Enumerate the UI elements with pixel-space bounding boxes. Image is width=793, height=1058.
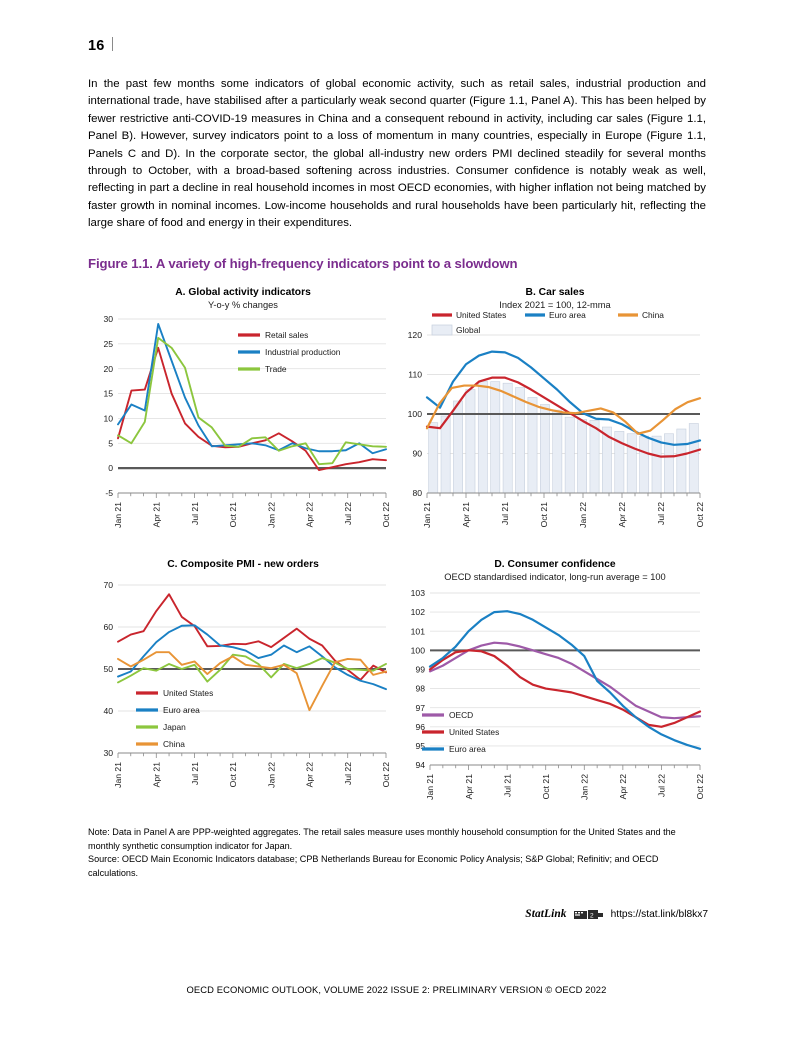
header-divider [112,37,113,51]
svg-text:Apr 22: Apr 22 [304,502,315,528]
panel-c-title: C. Composite PMI - new orders [167,559,319,570]
panel-a-subtitle: Y-o-y % changes [208,300,278,310]
panel-b-plot [400,311,710,539]
svg-text:Oct 21: Oct 21 [539,502,550,528]
svg-text:Industrial production: Industrial production [265,347,341,357]
panel-d-plot [400,583,710,811]
svg-text:Oct 22: Oct 22 [695,502,706,528]
svg-text:Oct 21: Oct 21 [228,762,239,788]
svg-text:25: 25 [103,338,113,349]
svg-text:Jan 22: Jan 22 [266,762,277,788]
svg-text:80: 80 [412,488,422,499]
panel-b-title: B. Car sales [525,287,585,298]
svg-text:5: 5 [108,438,113,449]
page-number: 16 [88,38,105,54]
svg-text:Jan 21: Jan 21 [422,502,433,528]
svg-text:OECD: OECD [449,710,474,720]
svg-text:2: 2 [589,912,594,920]
svg-text:95: 95 [415,740,425,751]
svg-text:98: 98 [415,683,425,694]
statlink-row [88,908,708,920]
svg-text:Jul 22: Jul 22 [342,762,353,785]
svg-text:60: 60 [103,622,113,633]
svg-text:China: China [642,311,664,320]
svg-text:Jul 21: Jul 21 [500,502,511,525]
svg-text:Jul 21: Jul 21 [189,502,200,525]
svg-text:15: 15 [103,388,113,399]
note-line: Note: Data in Panel A are PPP-weighted aggregates. The retail sales measure uses monthly household consumption for the United States and the monthly synthetic consumption indicator for Japan. [88,827,676,851]
svg-text:120: 120 [407,330,422,341]
figure-container [88,282,708,810]
chart-panel-b [400,282,710,540]
panel-a-title: A. Global activity indicators [175,287,311,298]
svg-text:Oct 22: Oct 22 [695,774,706,800]
panel-b-subtitle: Index 2021 = 100, 12-mma [499,300,611,310]
svg-text:40: 40 [103,706,113,717]
svg-text:103: 103 [410,588,425,599]
source-line: Source: OECD Main Economic Indicators database; CPB Netherlands Bureau for Economic Policy Analysis; S&P Global; Refinitiv; and OECD calculations. [88,854,659,878]
figure-notes [88,826,710,880]
svg-text:Euro area: Euro area [163,705,200,715]
svg-text:70: 70 [103,580,113,591]
svg-text:100: 100 [410,645,425,656]
statlink-url[interactable]: https://stat.link/bl8kx7 [610,908,708,920]
page-footer: OECD ECONOMIC OUTLOOK, VOLUME 2022 ISSUE 2: PRELIMINARY VERSION © OECD 2022 [186,984,607,995]
svg-text:Global: Global [456,325,481,335]
svg-text:-5: -5 [105,488,113,499]
svg-text:Jul 21: Jul 21 [189,762,200,785]
svg-text:Apr 21: Apr 21 [151,762,162,788]
svg-text:Apr 21: Apr 21 [151,502,162,528]
svg-text:100: 100 [407,409,422,420]
svg-text:Oct 22: Oct 22 [381,762,392,788]
chart-panel-a [88,282,398,540]
svg-text:Oct 22: Oct 22 [381,502,392,528]
panel-d-subtitle: OECD standardised indicator, long-run average = 100 [444,572,666,582]
statlink-label: StatLink [525,908,567,920]
svg-text:Euro area: Euro area [549,311,586,320]
svg-text:Jan 22: Jan 22 [578,502,589,528]
body-paragraph: In the past few months some indicators of global economic activity, such as retail sales, industrial production and international trade, have stabilised after a particularly weak second quarter (Figure 1.1, Panel A). This has been helped by fewer restrictive anti-COVID-19 measures in China and a consequent rebound in activity, including car sales (Figure 1.1, Panel B). However, survey indicators point to a loss of momentum in many countries, especially in Europe (Figure 1.1, Panels C and D). In the corporate sector, the global all-industry new orders PMI declined steadily for several months through to October, with a broad-based softening across industries. Consumer confidence is notably weak as well, reflecting in part a decline in real household incomes in most OECD economies, with higher inflation not being matched by faster growth in nominal incomes. Low-income households and rural households have been particularly hit, reflecting the large share of food and energy in their expenditures. [88,78,706,230]
svg-text:Jan 21: Jan 21 [113,502,124,528]
svg-text:Jan 22: Jan 22 [266,502,277,528]
svg-text:Oct 21: Oct 21 [540,774,551,800]
panel-a-svg [88,311,398,539]
svg-text:United States: United States [449,727,500,737]
panel-a-plot [88,311,398,539]
statlink-icon [574,908,604,920]
svg-text:97: 97 [415,702,425,713]
svg-text:Retail sales: Retail sales [265,330,309,340]
chart-panel-d [400,554,710,812]
svg-text:Oct 21: Oct 21 [228,502,239,528]
figure-title: Figure 1.1. A variety of high-frequency indicators point to a slowdown [88,256,518,271]
svg-text:30: 30 [103,748,113,759]
svg-text:0: 0 [108,463,113,474]
svg-text:10: 10 [103,413,113,424]
svg-text:30: 30 [103,314,113,325]
svg-text:96: 96 [415,721,425,732]
svg-text:20: 20 [103,363,113,374]
page-header [88,36,113,54]
svg-text:Apr 21: Apr 21 [461,502,472,528]
svg-text:Jan 21: Jan 21 [425,774,436,800]
svg-text:United States: United States [163,688,214,698]
svg-text:Jul 21: Jul 21 [502,774,513,797]
svg-text:Apr 22: Apr 22 [617,502,628,528]
svg-text:102: 102 [410,607,425,618]
svg-text:Apr 22: Apr 22 [618,774,629,800]
svg-text:101: 101 [410,626,425,637]
svg-text:Euro area: Euro area [449,744,486,754]
svg-text:110: 110 [408,369,422,380]
svg-text:Jul 22: Jul 22 [656,502,667,525]
svg-text:Apr 21: Apr 21 [463,774,474,800]
svg-text:94: 94 [415,760,425,771]
svg-text:Jan 21: Jan 21 [113,762,124,788]
svg-text:Japan: Japan [163,722,186,732]
svg-text:Apr 22: Apr 22 [304,762,315,788]
panel-d-svg [400,583,710,811]
svg-text:90: 90 [412,448,422,459]
svg-text:United States: United States [456,311,507,320]
svg-text:China: China [163,739,185,749]
svg-text:Jan 22: Jan 22 [579,774,590,800]
panel-b-svg [400,311,710,539]
svg-text:Jul 22: Jul 22 [342,502,353,525]
svg-text:Trade: Trade [265,364,287,374]
panel-c-svg [88,571,398,799]
svg-text:50: 50 [103,664,113,675]
svg-text:99: 99 [415,664,425,675]
panel-c-plot [88,571,398,799]
chart-panel-c [88,554,398,812]
svg-text:Jul 22: Jul 22 [656,774,667,797]
panel-d-title: D. Consumer confidence [494,559,616,570]
